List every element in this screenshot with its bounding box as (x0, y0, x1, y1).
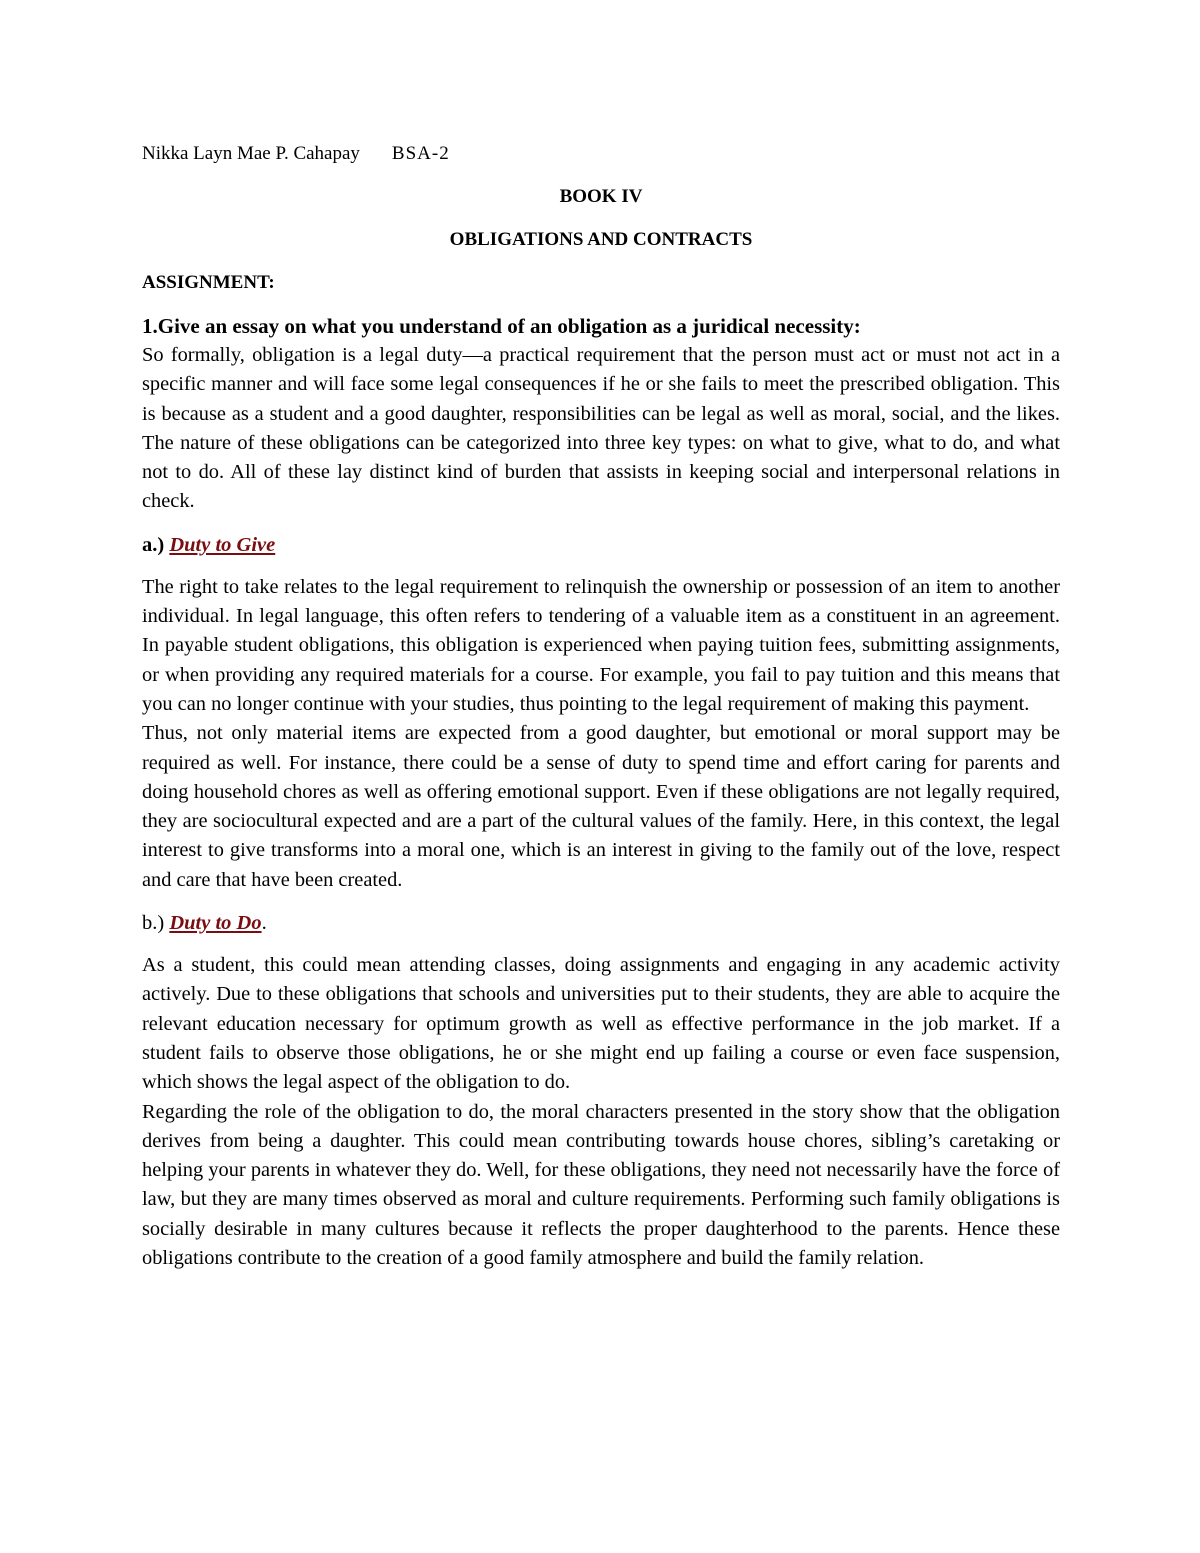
section-b-title: Duty to Do (169, 912, 262, 935)
course-code: BSA-2 (391, 143, 450, 164)
section-a-title: Duty to Give (169, 533, 276, 556)
section-a-paragraph-2: Thus, not only material items are expected from a good daughter, but emotional or moral support may be required as well. For instance, there could be a sense of duty to spend time and effort caring for parents and doing household chores as well as offering emotional support. Even if these obligations are not legally required, they are sociocultural expected and are a part of the cultural values of the family. Here, in this context, the legal interest to give transforms into a moral one, which is an interest in giving to the family out of the love, respect and care that have been created. (142, 722, 1060, 891)
intro-paragraph: So formally, obligation is a legal duty—a practical requirement that the person must act or must not act in a specific manner and will face some legal consequences if he or she fails to meet the prescribed obligation. This is because as a student and a good daughter, responsibilities can be legal as well as moral, social, and the likes. The nature of these obligations can be categorized into three key types: on what to give, what to do, and what not to do. All of these lay distinct kind of burden that assists in keeping social and interpersonal relations in check. (142, 344, 1060, 513)
question-heading: 1.Give an essay on what you understand of an obligation as a juridical necessity: (142, 314, 861, 338)
section-b-label: b.) (142, 912, 165, 935)
section-a-paragraph-1: The right to take relates to the legal requirement to relinquish the ownership or possession of an item to another individual. In legal language, this often refers to tendering of a valuable item as a constituent in an agreement. In payable student obligations, this obligation is experienced when paying tuition fees, submitting assignments, or when providing any required materials for a course. For example, you fail to pay tuition and this means that you can no longer continue with your studies, thus pointing to the legal requirement of making this payment. (142, 575, 1060, 715)
section-b-paragraph-1: As a student, this could mean attending classes, doing assignments and engaging in any academic activity actively. Due to these obligations that schools and universities put to their students, they are able to acquire the relevant education necessary for optimum growth as well as effective performance in the job market. If a student fails to observe those obligations, he or she might end up failing a course or even face suspension, which shows the legal aspect of the obligation to do. (142, 954, 1060, 1094)
document-page (142, 140, 1060, 1273)
assignment-label: ASSIGNMENT: (142, 272, 275, 293)
book-title: BOOK IV (559, 186, 643, 207)
section-a-label: a.) (142, 533, 165, 556)
section-a-heading (142, 530, 1060, 560)
student-header (142, 140, 1060, 168)
section-b-suffix: . (261, 912, 267, 935)
student-name: Nikka Layn Mae P. Cahapay (142, 143, 360, 164)
subject-title: OBLIGATIONS AND CONTRACTS (449, 229, 753, 250)
section-b-paragraph-2: Regarding the role of the obligation to do, the moral characters presented in the story show that the obligation derives from being a daughter. This could mean contributing towards house chores, sibling’s caretaking or helping your parents in whatever they do. Well, for these obligations, they need not necessarily have the force of law, but they are many times observed as moral and culture requirements. Performing such family obligations is socially desirable in many cultures because it reflects the proper daughterhood to the parents. Hence these obligations contribute to the creation of a good family atmosphere and build the family relation. (142, 1100, 1060, 1270)
section-b-heading (142, 908, 1060, 938)
